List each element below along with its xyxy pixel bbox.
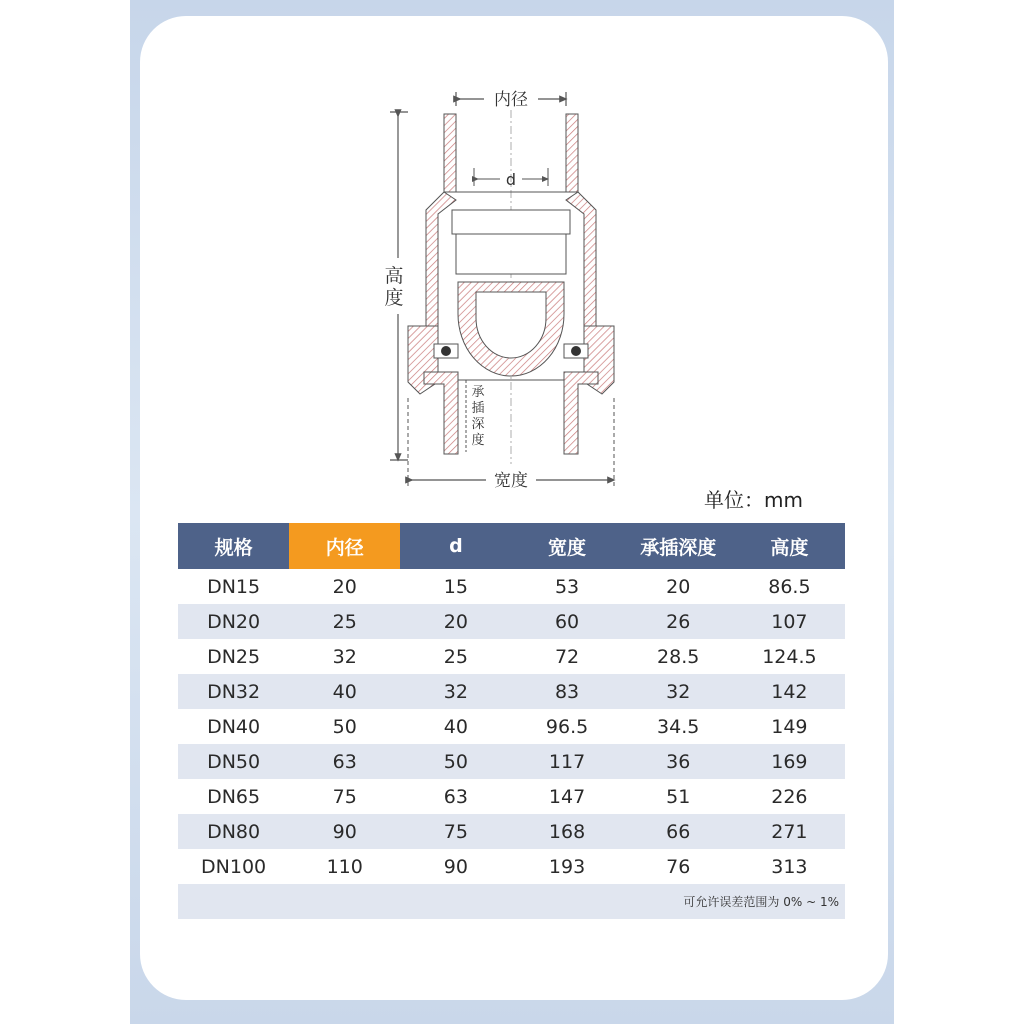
table-row (178, 639, 845, 674)
header-socket-depth: 承插深度 (623, 523, 734, 569)
table-cell: 75 (332, 785, 357, 808)
table-cell: 168 (511, 814, 622, 849)
d-label: d (505, 170, 517, 189)
header-width: 宽度 (511, 523, 622, 569)
socket-depth-char-4: 度 (471, 433, 485, 448)
table-cell: 142 (734, 674, 845, 709)
inner-diameter-label: 内径 (494, 90, 528, 110)
table-cell: 51 (666, 785, 691, 808)
table-cell: 193 (548, 855, 586, 878)
table-cell: 25 (289, 604, 400, 639)
table-cell: 147 (548, 785, 586, 808)
table-row (178, 569, 845, 604)
table-row (178, 849, 845, 884)
width-label: 宽度 (494, 471, 528, 491)
table-cell: 90 (289, 814, 400, 849)
table-cell: 76 (666, 855, 691, 878)
height-label-part2: 度 (384, 287, 404, 309)
table-cell: 117 (511, 744, 622, 779)
header-spec: 规格 (178, 523, 289, 569)
table-cell: 32 (332, 645, 357, 668)
table-row (178, 744, 845, 779)
tolerance-note: 可允许误差范围为 0% ~ 1% (178, 884, 845, 919)
table-cell: 313 (771, 855, 808, 878)
table-cell: 86.5 (768, 575, 811, 598)
table-row (178, 709, 845, 744)
table-cell: 96.5 (545, 715, 589, 738)
table-cell: 32 (623, 674, 734, 709)
unit-label: 单位：mm (704, 488, 803, 512)
table-cell: 107 (734, 604, 845, 639)
table-cell: 32 (400, 674, 511, 709)
table-cell: 28.5 (657, 645, 700, 668)
table-cell: 36 (623, 744, 734, 779)
table-cell: 63 (289, 744, 400, 779)
table-row (178, 814, 845, 849)
table-cell: 20 (332, 575, 357, 598)
table-cell: DN40 (207, 715, 261, 738)
inner-diameter-dimension (456, 90, 566, 110)
table-cell: DN100 (201, 855, 267, 878)
header-height: 高度 (734, 523, 845, 569)
table-cell: DN50 (178, 744, 289, 779)
table-row (178, 674, 845, 709)
ball-check-element (458, 282, 564, 376)
table-row (178, 779, 845, 814)
table-row (178, 604, 845, 639)
table-cell: 15 (443, 575, 468, 598)
table-cell: DN15 (207, 575, 261, 598)
table-cell: 20 (400, 604, 511, 639)
table-cell: 83 (511, 674, 622, 709)
valve-cross-section-diagram (360, 82, 640, 494)
height-dimension (384, 112, 408, 460)
socket-depth-char-1: 承 (471, 385, 485, 400)
width-dimension (408, 398, 614, 491)
table-cell: 169 (734, 744, 845, 779)
table-cell: 271 (734, 814, 845, 849)
table-cell: 124.5 (762, 645, 817, 668)
socket-depth-char-2: 插 (471, 401, 485, 416)
table-cell: 53 (554, 575, 580, 598)
socket-depth-char-3: 深 (471, 417, 485, 432)
table-cell: 66 (623, 814, 734, 849)
table-cell: 226 (771, 785, 808, 808)
table-cell: 90 (443, 855, 468, 878)
height-label-part1: 高 (384, 265, 404, 287)
table-cell: 72 (554, 645, 580, 668)
table-cell: 50 (332, 715, 357, 738)
table-cell: 63 (443, 785, 468, 808)
table-cell: 25 (443, 645, 468, 668)
table-cell: 40 (443, 715, 468, 738)
spec-table (178, 523, 845, 919)
socket-depth-dimension (466, 380, 485, 452)
table-cell: 75 (400, 814, 511, 849)
table-cell: 50 (400, 744, 511, 779)
table-cell: 34.5 (657, 715, 700, 738)
d-dimension (474, 168, 548, 189)
table-cell: 60 (511, 604, 622, 639)
table-cell: DN25 (207, 645, 261, 668)
table-cell: 149 (771, 715, 808, 738)
table-cell: 20 (666, 575, 691, 598)
header-d: d (400, 523, 511, 569)
table-cell: DN65 (207, 785, 261, 808)
table-cell: 40 (289, 674, 400, 709)
table-cell: 110 (326, 855, 363, 878)
table-header-row (178, 523, 845, 569)
table-cell: 26 (623, 604, 734, 639)
table-cell: DN80 (178, 814, 289, 849)
table-cell: DN32 (178, 674, 289, 709)
tolerance-note-row (178, 884, 845, 919)
table-cell: DN20 (178, 604, 289, 639)
header-inner-diameter: 内径 (289, 523, 400, 569)
